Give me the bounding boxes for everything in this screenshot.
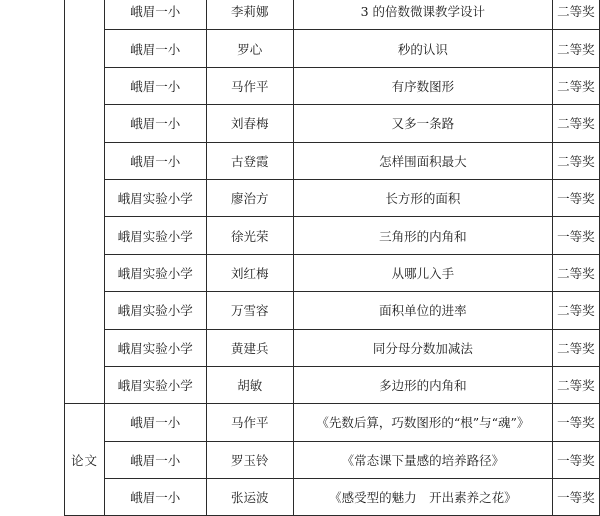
name-cell: 罗玉铃	[206, 441, 293, 478]
table-row	[65, 479, 600, 516]
title-cell: 3 的倍数微课教学设计	[293, 0, 552, 30]
title-cell: 有序数图形	[293, 67, 552, 104]
name-cell: 刘红梅	[206, 254, 293, 291]
title-cell: 怎样围面积最大	[293, 142, 552, 179]
school-cell: 峨眉实验小学	[104, 254, 206, 291]
name-cell: 万雪容	[206, 292, 293, 329]
title-cell: 《先数后算，巧数图形的“根”与“魂”》	[293, 404, 552, 441]
name-cell: 李莉娜	[206, 0, 293, 30]
title-cell: 面积单位的进率	[293, 292, 552, 329]
category-cell: 论文	[65, 404, 105, 516]
title-cell: 《常态课下量感的培养路径》	[293, 441, 552, 478]
table-row	[65, 0, 600, 30]
title-cell: 多边形的内角和	[293, 366, 552, 403]
school-cell: 峨眉一小	[104, 142, 206, 179]
award-cell: 二等奖	[552, 292, 599, 329]
table-row	[65, 441, 600, 478]
school-cell: 峨眉实验小学	[104, 329, 206, 366]
name-cell: 黄建兵	[206, 329, 293, 366]
title-cell: 又多一条路	[293, 105, 552, 142]
title-cell: 秒的认识	[293, 30, 552, 67]
table-row	[65, 67, 600, 104]
table-row	[65, 179, 600, 216]
award-cell: 一等奖	[552, 479, 599, 516]
table-row	[65, 217, 600, 254]
table-row	[65, 292, 600, 329]
school-cell: 峨眉一小	[104, 30, 206, 67]
title-cell: 《感受型的魅力 开出素养之花》	[293, 479, 552, 516]
school-cell: 峨眉一小	[104, 105, 206, 142]
school-cell: 峨眉实验小学	[104, 292, 206, 329]
table-row	[65, 366, 600, 403]
award-cell: 二等奖	[552, 366, 599, 403]
award-cell: 一等奖	[552, 217, 599, 254]
name-cell: 刘春梅	[206, 105, 293, 142]
title-cell: 同分母分数加减法	[293, 329, 552, 366]
table-row	[65, 142, 600, 179]
name-cell: 马作平	[206, 67, 293, 104]
title-cell: 从哪儿入手	[293, 254, 552, 291]
school-cell: 峨眉一小	[104, 67, 206, 104]
award-cell: 二等奖	[552, 329, 599, 366]
title-cell: 长方形的面积	[293, 179, 552, 216]
award-cell: 二等奖	[552, 142, 599, 179]
name-cell: 马作平	[206, 404, 293, 441]
award-cell: 一等奖	[552, 441, 599, 478]
table-row	[65, 404, 600, 441]
school-cell: 峨眉实验小学	[104, 179, 206, 216]
table-row	[65, 105, 600, 142]
award-cell: 二等奖	[552, 30, 599, 67]
name-cell: 徐光荣	[206, 217, 293, 254]
school-cell: 峨眉一小	[104, 441, 206, 478]
award-cell: 一等奖	[552, 404, 599, 441]
school-cell: 峨眉一小	[104, 0, 206, 30]
table-row	[65, 329, 600, 366]
award-cell: 二等奖	[552, 105, 599, 142]
name-cell: 罗心	[206, 30, 293, 67]
award-cell: 二等奖	[552, 67, 599, 104]
title-cell: 三角形的内角和	[293, 217, 552, 254]
category-cell-blank	[65, 0, 105, 404]
school-cell: 峨眉实验小学	[104, 217, 206, 254]
award-cell: 二等奖	[552, 0, 599, 30]
name-cell: 古登霞	[206, 142, 293, 179]
name-cell: 张运波	[206, 479, 293, 516]
name-cell: 廖治方	[206, 179, 293, 216]
awards-table	[64, 0, 600, 516]
school-cell: 峨眉一小	[104, 479, 206, 516]
school-cell: 峨眉实验小学	[104, 366, 206, 403]
school-cell: 峨眉一小	[104, 404, 206, 441]
name-cell: 胡敏	[206, 366, 293, 403]
table-row	[65, 30, 600, 67]
award-cell: 一等奖	[552, 179, 599, 216]
award-cell: 二等奖	[552, 254, 599, 291]
table-row	[65, 254, 600, 291]
